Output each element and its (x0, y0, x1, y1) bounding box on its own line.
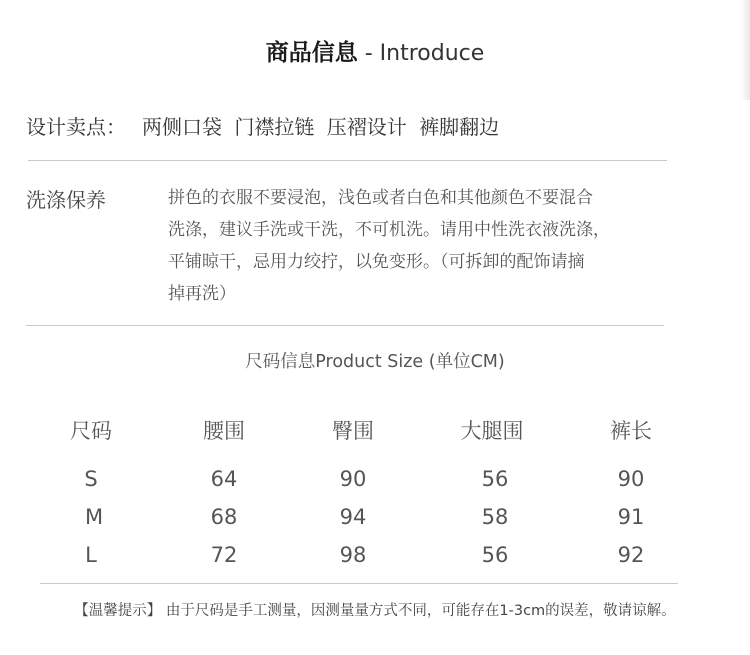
table-cell: 64 (210, 467, 238, 491)
feature-item: 门襟拉链 (234, 115, 315, 139)
care-line: 洗涤，建议手洗或干洗，不可机洗。请用中性洗衣液洗涤， (168, 220, 610, 240)
thigh-header: 大腿围 (460, 419, 524, 443)
title-separator: - (357, 41, 380, 66)
table-cell: 90 (339, 467, 367, 491)
size-header: 尺码 (70, 419, 112, 443)
table-cell: 98 (339, 543, 367, 567)
divider (40, 583, 678, 584)
features-label: 设计卖点： (26, 115, 126, 139)
table-cell: 94 (339, 505, 367, 529)
table-cell: M (84, 505, 104, 529)
table-cell: 68 (210, 505, 238, 529)
feature-item: 压褶设计 (326, 115, 407, 139)
feature-item: 裤脚翻边 (419, 115, 500, 139)
table-cell: 92 (617, 543, 645, 567)
page-title (0, 34, 750, 67)
title-main: 商品信息 (265, 40, 358, 66)
hip-header: 臀围 (332, 419, 374, 443)
table-cell: L (85, 543, 97, 567)
table-cell: 72 (210, 543, 238, 567)
length-header: 裤长 (610, 419, 652, 443)
table-cell: 90 (617, 467, 645, 491)
table-cell: S (84, 467, 98, 491)
table-cell: 56 (481, 467, 509, 491)
feature-item: 两侧口袋 (142, 115, 222, 139)
care-instructions (168, 182, 678, 310)
table-cell: 91 (617, 505, 645, 529)
waist-header: 腰围 (203, 419, 245, 443)
table-cell: 58 (481, 505, 509, 529)
divider (28, 160, 667, 161)
title-english: Introduce (379, 41, 485, 66)
size-table-title: 尺码信息Product Size (单位CM) (245, 352, 505, 372)
design-features (26, 111, 505, 140)
table-cell: 56 (481, 543, 509, 567)
divider (26, 325, 664, 326)
care-label: 洗涤保养 (26, 188, 106, 212)
measurement-note: 【温馨提示】 由于尺码是手工测量，因测量量方式不同，可能存在1-3cm的误差，敬请谅解。 (74, 603, 676, 619)
care-line: 平铺晾干，忌用力绞拧，以免变形。（可拆卸的配饰请摘 (168, 252, 585, 272)
care-line: 掉再洗） (168, 284, 236, 304)
care-line: 拼色的衣服不要浸泡，浅色或者白色和其他颜色不要混合 (168, 188, 593, 208)
